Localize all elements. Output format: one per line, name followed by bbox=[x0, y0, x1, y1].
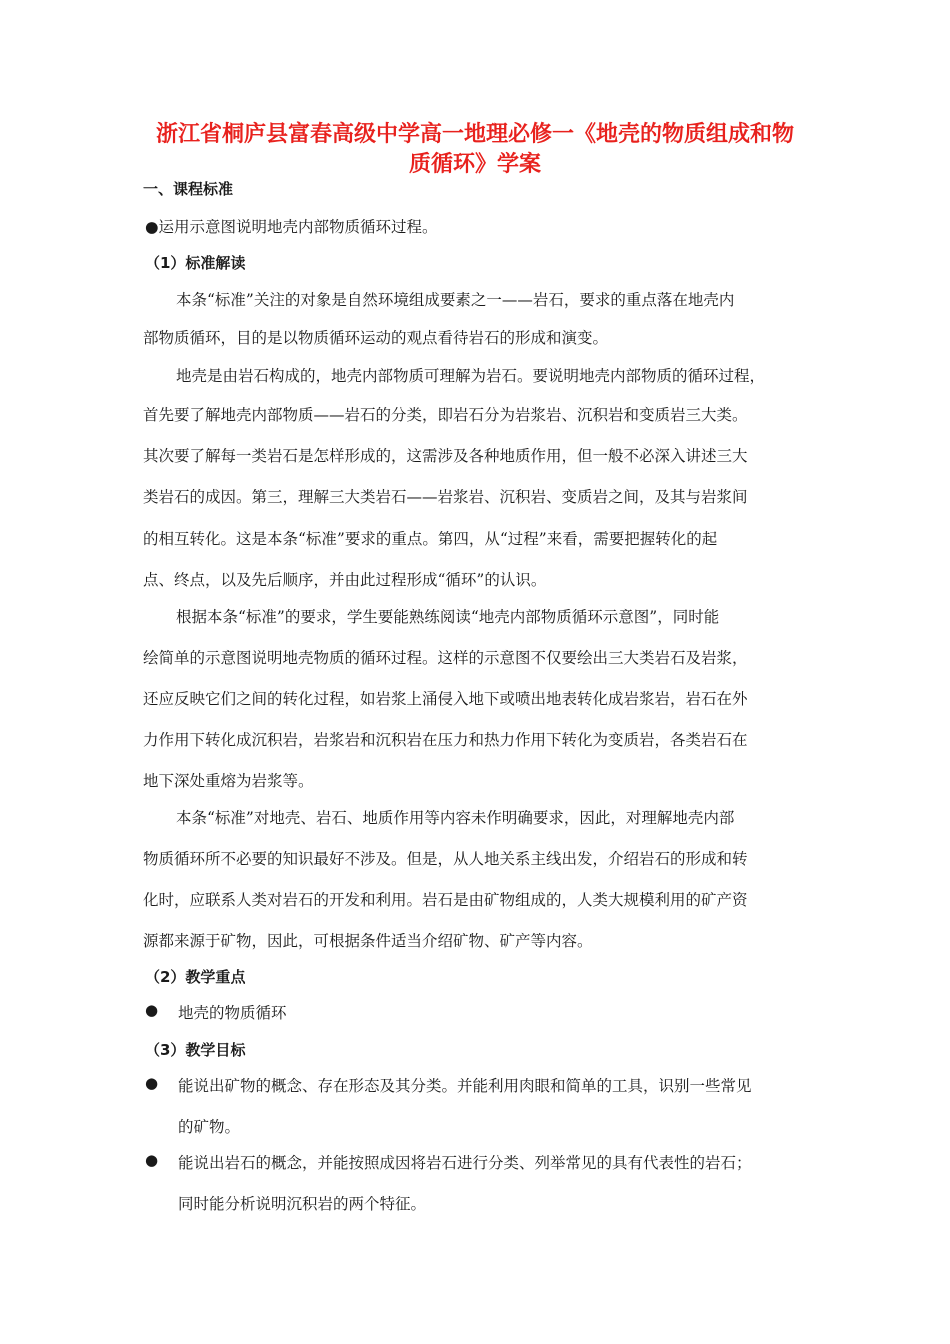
subheading-teaching-focus: （2）教学重点 bbox=[145, 968, 246, 986]
para3-line-2: 绘简单的示意图说明地壳物质的循环过程。这样的示意图不仅要绘出三大类岩石及岩浆， bbox=[143, 649, 748, 667]
document-title bbox=[120, 120, 830, 180]
para2-line-3: 其次要了解每一类岩石是怎样形成的，这需涉及各种地质作用，但一般不必深入讲述三大 bbox=[143, 447, 748, 465]
para2-line-6: 点、终点，以及先后顺序，并由此过程形成“循环”的认识。 bbox=[143, 571, 547, 589]
para3-line-5: 地下深处重熔为岩浆等。 bbox=[143, 772, 314, 790]
para4-line-4: 源都来源于矿物，因此，可根据条件适当介绍矿物、矿产等内容。 bbox=[143, 932, 593, 950]
bullet-icon: ● bbox=[145, 1001, 159, 1019]
para2-line-1: 地壳是由岩石构成的，地壳内部物质可理解为岩石。要说明地壳内部物质的循环过程， bbox=[176, 367, 766, 385]
para4-line-3: 化时，应联系人类对岩石的开发和利用。岩石是由矿物组成的，人类大规模利用的矿产资 bbox=[143, 891, 748, 909]
para4-line-1: 本条“标准”对地壳、岩石、地质作用等内容未作明确要求，因此，对理解地壳内部 bbox=[176, 809, 735, 827]
subheading-standard-interpretation: （1）标准解读 bbox=[145, 254, 246, 272]
goal2-line-2: 同时能分析说明沉积岩的两个特征。 bbox=[178, 1195, 427, 1213]
para3-line-3: 还应反映它们之间的转化过程，如岩浆上涌侵入地下或喷出地表转化成岩浆岩，岩石在外 bbox=[143, 690, 748, 708]
bullet-icon: ● bbox=[145, 1074, 159, 1092]
subheading-teaching-goals: （3）教学目标 bbox=[145, 1041, 246, 1059]
standard-bullet: ●运用示意图说明地壳内部物质循环过程。 bbox=[145, 218, 438, 236]
para4-line-2: 物质循环所不必要的知识最好不涉及。但是，从人地关系主线出发，介绍岩石的形成和转 bbox=[143, 850, 748, 868]
title-line-1: 浙江省桐庐县富春高级中学高一地理必修一《地壳的物质组成和物 bbox=[155, 122, 794, 147]
para1-line-1: 本条“标准”关注的对象是自然环境组成要素之一——岩石，要求的重点落在地壳内 bbox=[176, 291, 735, 309]
title-line-2: 质循环》学案 bbox=[408, 152, 541, 177]
para2-line-4: 类岩石的成因。第三，理解三大类岩石——岩浆岩、沉积岩、变质岩之间，及其与岩浆间 bbox=[143, 488, 748, 506]
para3-line-4: 力作用下转化成沉积岩，岩浆岩和沉积岩在压力和热力作用下转化为变质岩，各类岩石在 bbox=[143, 731, 748, 749]
para1-line-2: 部物质循环，目的是以物质循环运动的观点看待岩石的形成和演变。 bbox=[143, 329, 609, 347]
goal1-line-2: 的矿物。 bbox=[178, 1118, 241, 1136]
focus-item: 地壳的物质循环 bbox=[178, 1004, 287, 1022]
para3-line-1: 根据本条“标准”的要求，学生要能熟练阅读“地壳内部物质循环示意图”，同时能 bbox=[176, 608, 720, 626]
para2-line-5: 的相互转化。这是本条“标准”要求的重点。第四，从“过程”来看，需要把握转化的起 bbox=[143, 530, 718, 548]
bullet-icon: ● bbox=[145, 1151, 159, 1169]
goal1-line-1: 能说出矿物的概念、存在形态及其分类。并能利用肉眼和简单的工具，识别一些常见 bbox=[178, 1077, 752, 1095]
para2-line-2: 首先要了解地壳内部物质——岩石的分类，即岩石分为岩浆岩、沉积岩和变质岩三大类。 bbox=[143, 406, 748, 424]
goal2-line-1: 能说出岩石的概念，并能按照成因将岩石进行分类、列举常见的具有代表性的岩石； bbox=[178, 1154, 752, 1172]
section-heading-course-standard: 一、课程标准 bbox=[143, 180, 234, 198]
